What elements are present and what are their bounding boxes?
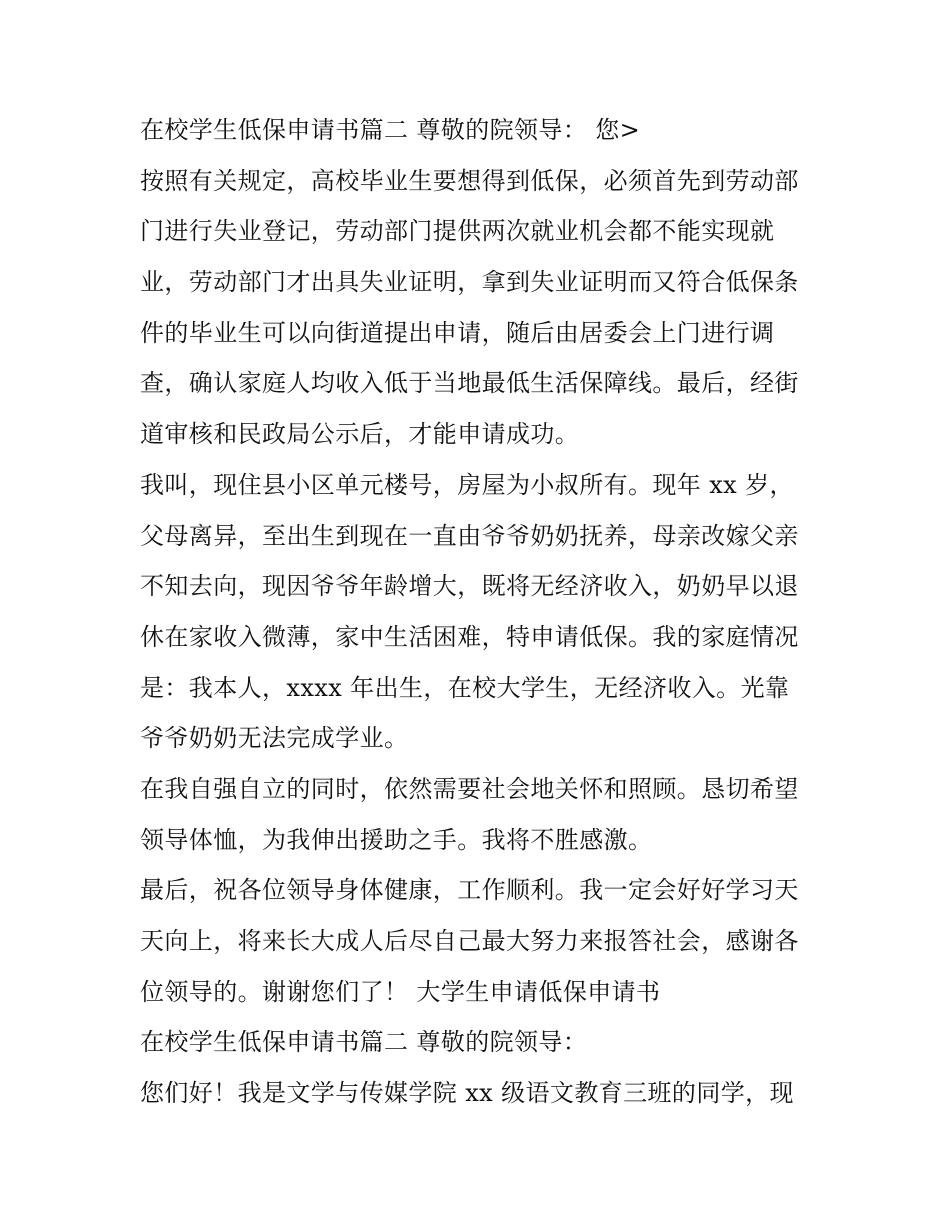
text-line: 在校学生低保申请书篇二 尊敬的院领导： xyxy=(140,1028,588,1057)
text-line: 您们好！我是文学与传媒学院 xx 级语文教育三班的同学，现 xyxy=(140,1079,794,1108)
text-line: 父母离异，至出生到现在一直由爷爷奶奶抚养，母亲改嫁父亲 xyxy=(140,521,799,550)
document-body xyxy=(140,105,820,1119)
text-line: 查，确认家庭人均收入低于当地最低生活保障线。最后，经街 xyxy=(140,369,799,398)
text-line: 最后，祝各位领导身体健康，工作顺利。我一定会好好学习天 xyxy=(140,876,799,905)
text-line: 爷爷奶奶无法完成学业。 xyxy=(140,724,409,753)
text-line: 按照有关规定，高校毕业生要想得到低保，必须首先到劳动部 xyxy=(140,166,799,195)
text-line: 位领导的。谢谢您们了！ 大学生申请低保申请书 xyxy=(140,977,661,1006)
text-line: 在我自强自立的同时，依然需要社会地关怀和照顾。恳切希望 xyxy=(140,774,799,803)
text-line: 休在家收入微薄，家中生活困难，特申请低保。我的家庭情况 xyxy=(140,622,799,651)
text-line: 在校学生低保申请书篇二 尊敬的院领导： 您> xyxy=(140,116,641,144)
text-line: 天向上，将来长大成人后尽自己最大努力来报答社会，感谢各 xyxy=(140,927,799,955)
text-line: 不知去向，现因爷爷年龄增大，既将无经济收入，奶奶早以退 xyxy=(140,572,799,601)
text-line: 我叫，现住县小区单元楼号，房屋为小叔所有。现年 xx 岁， xyxy=(140,470,794,499)
text-line: 门进行失业登记，劳动部门提供两次就业机会都不能实现就 xyxy=(140,217,775,246)
text-line: 是：我本人，xxxx 年出生，在校大学生，无经济收入。光靠 xyxy=(140,673,790,702)
text-line: 领导体恤，为我伸出援助之手。我将不胜感激。 xyxy=(140,825,653,854)
text-line: 业，劳动部门才出具失业证明，拿到失业证明而又符合低保条 xyxy=(140,268,799,297)
text-line: 件的毕业生可以向街道提出申请，随后由居委会上门进行调 xyxy=(140,318,775,347)
text-line: 道审核和民政局公示后，才能申请成功。 xyxy=(140,420,580,449)
